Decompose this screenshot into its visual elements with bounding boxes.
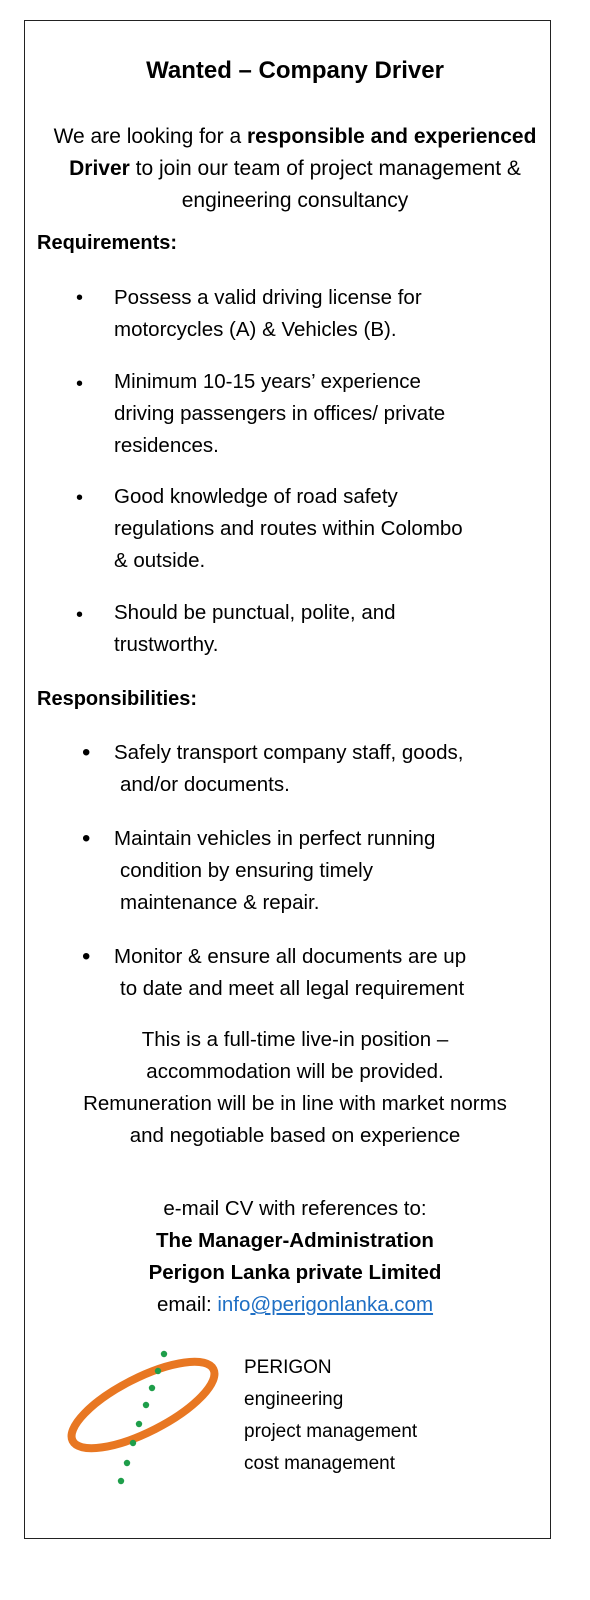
page-title: Wanted – Company Driver (146, 57, 444, 84)
responsibility-line: Monitor & ensure all documents are up (114, 945, 467, 968)
bullet-icon: • (82, 825, 91, 852)
responsibility-line: condition by ensuring timely (120, 859, 373, 882)
contact-email-row (20, 1289, 570, 1321)
requirement-line: residences. (114, 434, 219, 457)
intro-suffix: to join our team of project management & engineering consultancy (129, 157, 521, 212)
logo-line: PERIGON (244, 1357, 332, 1378)
responsibilities-heading: Responsibilities: (37, 688, 198, 710)
contact-recipient: The Manager-Administration (156, 1229, 434, 1252)
bullet-icon: • (76, 487, 84, 509)
responsibility-item (114, 737, 544, 801)
responsibility-line: Safely transport company staff, goods, (114, 741, 464, 764)
note-line: and negotiable based on experience (129, 1124, 461, 1147)
logo-line: project management (244, 1421, 418, 1442)
requirement-line: Possess a valid driving license for (114, 286, 422, 309)
requirement-line: driving passengers in offices/ private (114, 402, 446, 425)
requirement-item (114, 481, 544, 577)
requirement-line: Minimum 10-15 years’ experience (114, 370, 421, 393)
email-domain: @perigonlanka.com (250, 1293, 434, 1316)
requirement-line: Should be punctual, polite, and (114, 601, 396, 624)
requirement-line: & outside. (114, 549, 206, 572)
requirement-line: Good knowledge of road safety (114, 485, 398, 508)
bullet-icon: • (76, 287, 84, 309)
logo-line: cost management (244, 1453, 396, 1474)
responsibility-line: to date and meet all legal requirement (120, 977, 465, 1000)
responsibility-line: maintenance & repair. (120, 891, 320, 914)
note-line: This is a full-time live-in position – (141, 1028, 449, 1051)
bullet-icon: • (82, 943, 91, 970)
position-note (20, 1024, 570, 1152)
requirement-line: motorcycles (A) & Vehicles (B). (114, 318, 397, 341)
intro-paragraph (30, 121, 560, 217)
note-line: Remuneration will be in line with market norms (83, 1092, 507, 1115)
contact-company: Perigon Lanka private Limited (148, 1261, 442, 1284)
responsibility-item (114, 823, 544, 919)
note-line: accommodation will be provided. (146, 1060, 444, 1083)
responsibility-line: and/or documents. (120, 773, 290, 796)
logo-line: engineering (244, 1389, 344, 1410)
intro-prefix: We are looking for a (53, 125, 247, 148)
bullet-icon: • (76, 604, 84, 626)
intro-bold: responsible and experienced Driver (69, 125, 537, 180)
contact-block (20, 1193, 570, 1321)
contact-line: e-mail CV with references to: (163, 1197, 427, 1220)
logo-text (244, 1352, 417, 1480)
requirements-heading: Requirements: (37, 232, 178, 254)
perigon-logo (60, 1345, 230, 1490)
responsibility-item (114, 941, 544, 1005)
responsibility-line: Maintain vehicles in perfect running (114, 827, 436, 850)
email-prefix: info (217, 1293, 251, 1316)
requirement-item (114, 282, 544, 346)
email-label: email: (156, 1293, 218, 1316)
requirement-item (114, 366, 544, 462)
requirement-line: trustworthy. (114, 633, 219, 656)
requirement-item (114, 597, 544, 661)
email-link[interactable] (217, 1293, 433, 1316)
bullet-icon: • (76, 373, 84, 395)
logo-dots (118, 1351, 167, 1484)
requirement-line: regulations and routes within Colombo (114, 517, 463, 540)
bullet-icon: • (82, 739, 91, 766)
